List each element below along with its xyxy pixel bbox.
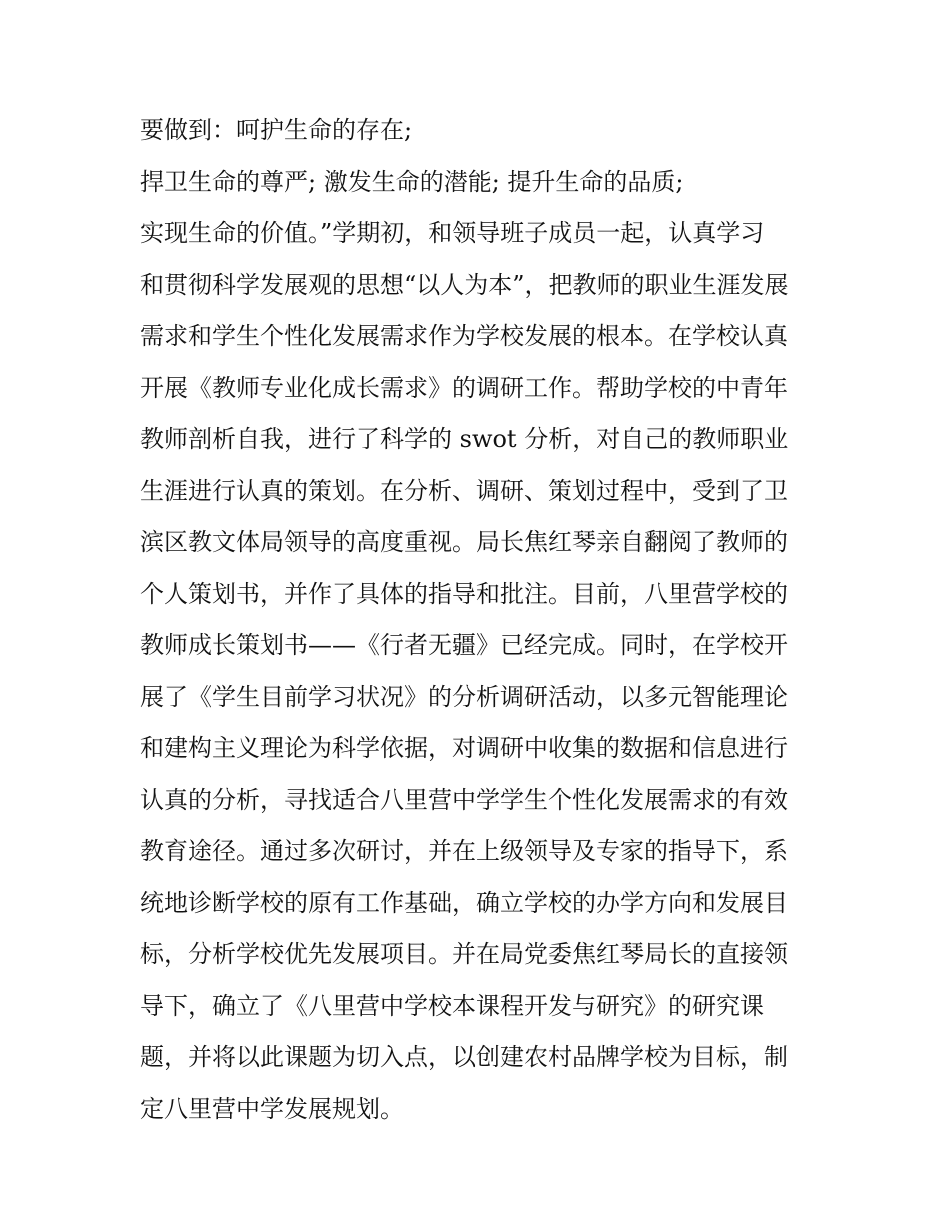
text-line: 个人策划书，并作了具体的指导和批注。目前，八里营学校的 bbox=[140, 579, 788, 608]
text-line: 题，并将以此课题为切入点，以创建农村品牌学校为目标，制 bbox=[140, 1043, 788, 1071]
text-line: 捍卫生命的尊严; 激发生命的潜能; 提升生命的品质; bbox=[140, 167, 684, 196]
text-line: 要做到：呵护生命的存在; bbox=[140, 116, 413, 144]
text-line: 统地诊断学校的原有工作基础，确立学校的办学方向和发展目 bbox=[140, 888, 788, 917]
text-line: 和建构主义理论为科学依据，对调研中收集的数据和信息进行 bbox=[140, 734, 788, 762]
text-line: 开展《教师专业化成长需求》的调研工作。帮助学校的中青年 bbox=[140, 373, 788, 402]
body-text bbox=[140, 105, 820, 1135]
text-line: 认真的分析，寻找适合八里营中学学生个性化发展需求的有效 bbox=[140, 785, 788, 814]
text-line: 标，分析学校优先发展项目。并在局党委焦红琴局长的直接领 bbox=[140, 940, 788, 968]
text-line: 滨区教文体局领导的高度重视。局长焦红琴亲自翻阅了教师的 bbox=[140, 528, 788, 556]
text-line: 定八里营中学发展规划。 bbox=[140, 1094, 404, 1123]
text-line: 导下，确立了《八里营中学校本课程开发与研究》的研究课 bbox=[140, 991, 764, 1020]
text-line: 教师成长策划书——《行者无疆》已经完成。同时，在学校开 bbox=[140, 631, 788, 659]
text-line: 教师剖析自我，进行了科学的 swot 分析，对自己的教师职业 bbox=[140, 425, 789, 453]
text-line: 和贯彻科学发展观的思想“以人为本”，把教师的职业生涯发展 bbox=[140, 270, 789, 299]
text-line: 生涯进行认真的策划。在分析、调研、策划过程中，受到了卫 bbox=[140, 476, 788, 505]
text-line: 教育途径。通过多次研讨，并在上级领导及专家的指导下，系 bbox=[140, 837, 788, 865]
text-line: 实现生命的价值。”学期初，和领导班子成员一起，认真学习 bbox=[140, 219, 765, 247]
text-line: 展了《学生目前学习状况》的分析调研活动，以多元智能理论 bbox=[140, 682, 788, 711]
text-line: 需求和学生个性化发展需求作为学校发展的根本。在学校认真 bbox=[140, 322, 788, 350]
